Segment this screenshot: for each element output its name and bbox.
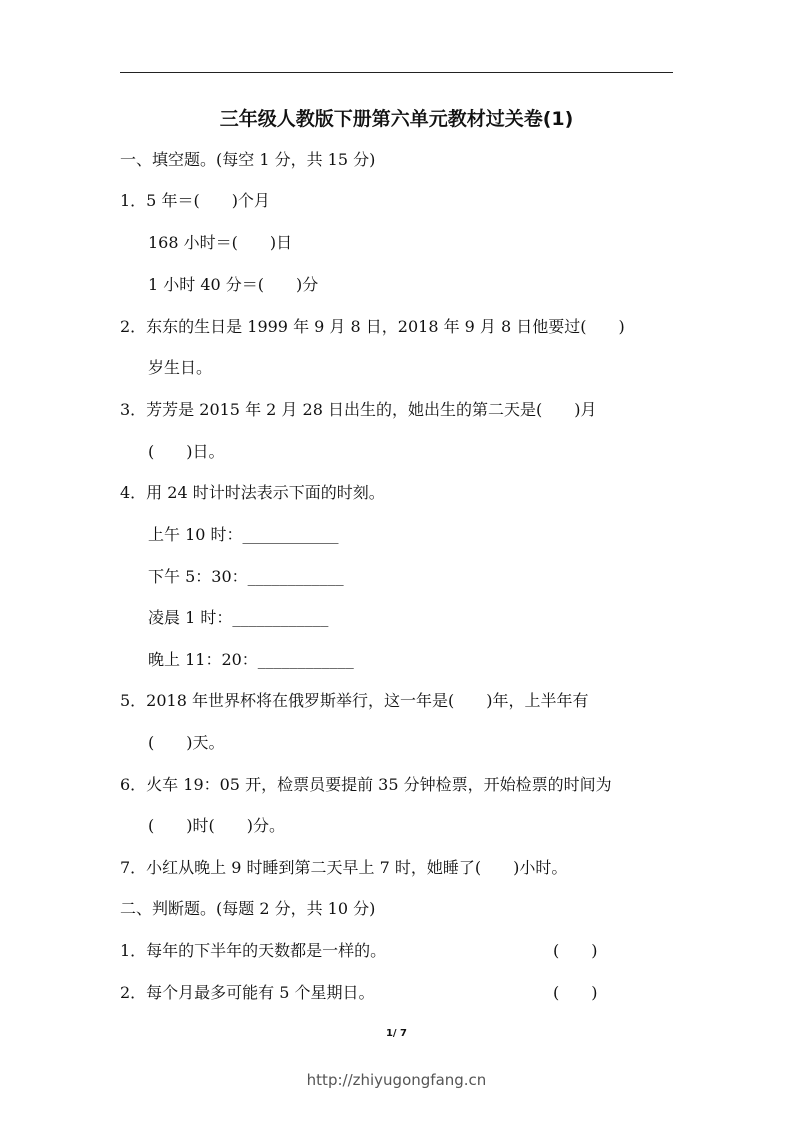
q2-line2: 岁生日。	[148, 358, 213, 377]
section2-heading: 二、判断题。(每题 2 分，共 10 分)	[120, 899, 376, 918]
q1-line1: 1．5 年＝( )个月	[120, 191, 270, 210]
judge-q2-answer-blank: ( )	[553, 983, 598, 1002]
section1-heading: 一、填空题。(每空 1 分，共 15 分)	[120, 150, 376, 169]
q2-line1: 2．东东的生日是 1999 年 9 月 8 日，2018 年 9 月 8 日他要过( )	[120, 317, 625, 336]
header-rule	[120, 72, 673, 73]
q4-line4: 凌晨 1 时：____________	[148, 608, 329, 627]
q4-line1: 4．用 24 时计时法表示下面的时刻。	[120, 483, 385, 502]
q5-line1: 5．2018 年世界杯将在俄罗斯举行，这一年是( )年，上半年有	[120, 691, 589, 710]
judge-q1-text: 1．每年的下半年的天数都是一样的。	[120, 941, 387, 960]
page-number: 1/ 7	[385, 1028, 408, 1039]
q1-line3: 1 小时 40 分＝( )分	[148, 275, 319, 294]
q4-line3: 下午 5：30：____________	[148, 567, 344, 586]
q3-line2: ( )日。	[148, 442, 225, 461]
page-title: 三年级人教版下册第六单元教材过关卷(1)	[219, 108, 574, 130]
q1-line2: 168 小时＝( )日	[148, 233, 293, 252]
q7-line1: 7．小红从晚上 9 时睡到第二天早上 7 时，她睡了( )小时。	[120, 858, 568, 877]
q6-line1: 6．火车 19：05 开，检票员要提前 35 分钟检票，开始检票的时间为	[120, 775, 612, 794]
footer-url: http://zhiyugongfang.cn	[306, 1071, 487, 1089]
judge-q1-answer-blank: ( )	[553, 941, 598, 960]
q5-line2: ( )天。	[148, 733, 225, 752]
judge-q2-text: 2．每个月最多可能有 5 个星期日。	[120, 983, 375, 1002]
q4-line5: 晚上 11：20：____________	[148, 650, 354, 669]
q3-line1: 3．芳芳是 2015 年 2 月 28 日出生的，她出生的第二天是( )月	[120, 400, 597, 419]
q6-line2: ( )时( )分。	[148, 816, 285, 835]
q4-line2: 上午 10 时：____________	[148, 525, 339, 544]
